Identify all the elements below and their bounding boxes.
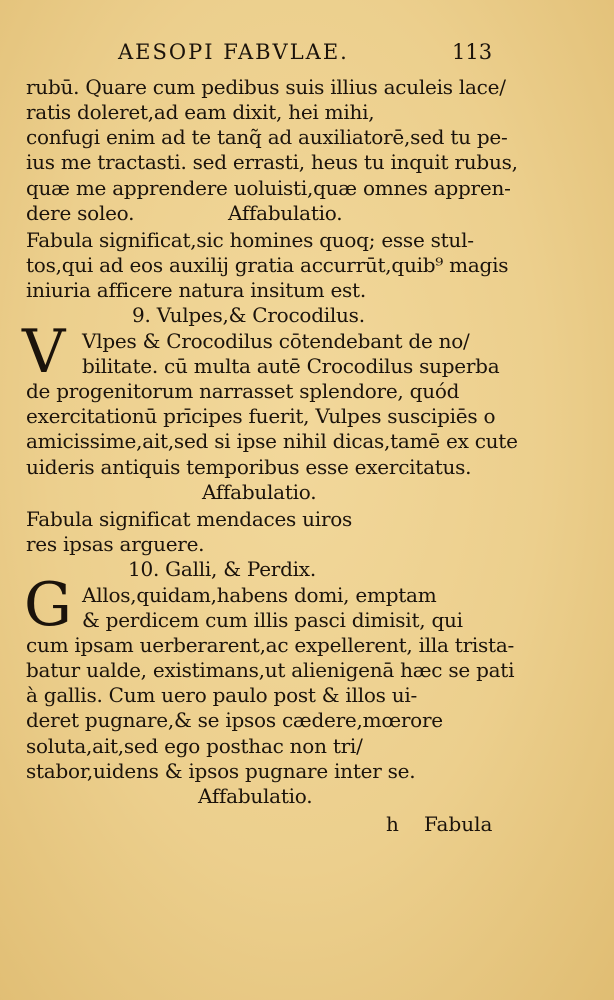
text-line: cum ipsam uerberarent,ac expellerent, illa trista- [26, 633, 515, 657]
text-line: quæ me apprendere uoluisti,quæ omnes appren- [26, 176, 511, 200]
affabulatio-heading: Affabulatio. [228, 201, 343, 225]
text-line: stabor,uidens & ipsos pugnare inter se. [26, 759, 416, 783]
text-line: Fabula significat,sic homines quoq; esse stul- [26, 228, 474, 252]
text-line: & perdicem cum illis pasci dimisit, qui [82, 608, 463, 632]
text-line: Allos,quidam,habens domi, emptam [82, 583, 437, 607]
text-line: iniuria afficere natura insitum est. [26, 278, 366, 302]
drop-cap: G [24, 570, 72, 640]
text-line: res ipsas arguere. [26, 532, 205, 556]
text-line: de progenitorum narrasset splendore, quód [26, 379, 460, 403]
text-line: ius me tractasti. sed errasti, heus tu inquit rubus, [26, 150, 518, 174]
text-line: rubū. Quare cum pedibus suis illius aculeis lace/ [26, 75, 506, 99]
text-line: tos,qui ad eos auxilij gratia accurrūt,quib⁹ magis [26, 253, 509, 277]
catchword: Fabula [424, 812, 493, 836]
text-line: soluta,ait,sed ego posthac non tri/ [26, 734, 363, 758]
text-line: ratis doleret,ad eam dixit, hei mihi, [26, 100, 375, 124]
running-title: AESOPI FABVLAE. [118, 40, 349, 64]
page-number: 113 [452, 40, 493, 64]
text-line: exercitationū prīcipes fuerit, Vulpes suscipiēs o [26, 404, 496, 428]
text-line: confugi enim ad te tanq̃ ad auxiliatorē,sed tu pe- [26, 125, 508, 149]
text-line: deret pugnare,& se ipsos cædere,mœrore [26, 708, 443, 732]
drop-cap: V [22, 317, 66, 387]
text-line: à gallis. Cum uero paulo post & illos ui- [26, 683, 418, 707]
text-line: bilitate. cū multa autē Crocodilus superba [82, 354, 500, 378]
affabulatio-heading: Affabulatio. [198, 784, 313, 808]
fable-heading: 9. Vulpes,& Crocodilus. [132, 303, 365, 327]
signature-mark: h [386, 812, 399, 836]
text-line: Vlpes & Crocodilus cōtendebant de no/ [82, 329, 470, 353]
text-line: Fabula significat mendaces uiros [26, 507, 353, 531]
fable-heading: 10. Galli, & Perdix. [128, 557, 316, 581]
text-line: uideris antiquis temporibus esse exercitatus. [26, 455, 472, 479]
text-line: batur ualde, existimans,ut alienigenā hæc se pati [26, 658, 515, 682]
text-line: amicissime,ait,sed si ipse nihil dicas,tamē ex cute [26, 429, 518, 453]
text-line: dere soleo. [26, 201, 135, 225]
affabulatio-heading: Affabulatio. [202, 480, 317, 504]
